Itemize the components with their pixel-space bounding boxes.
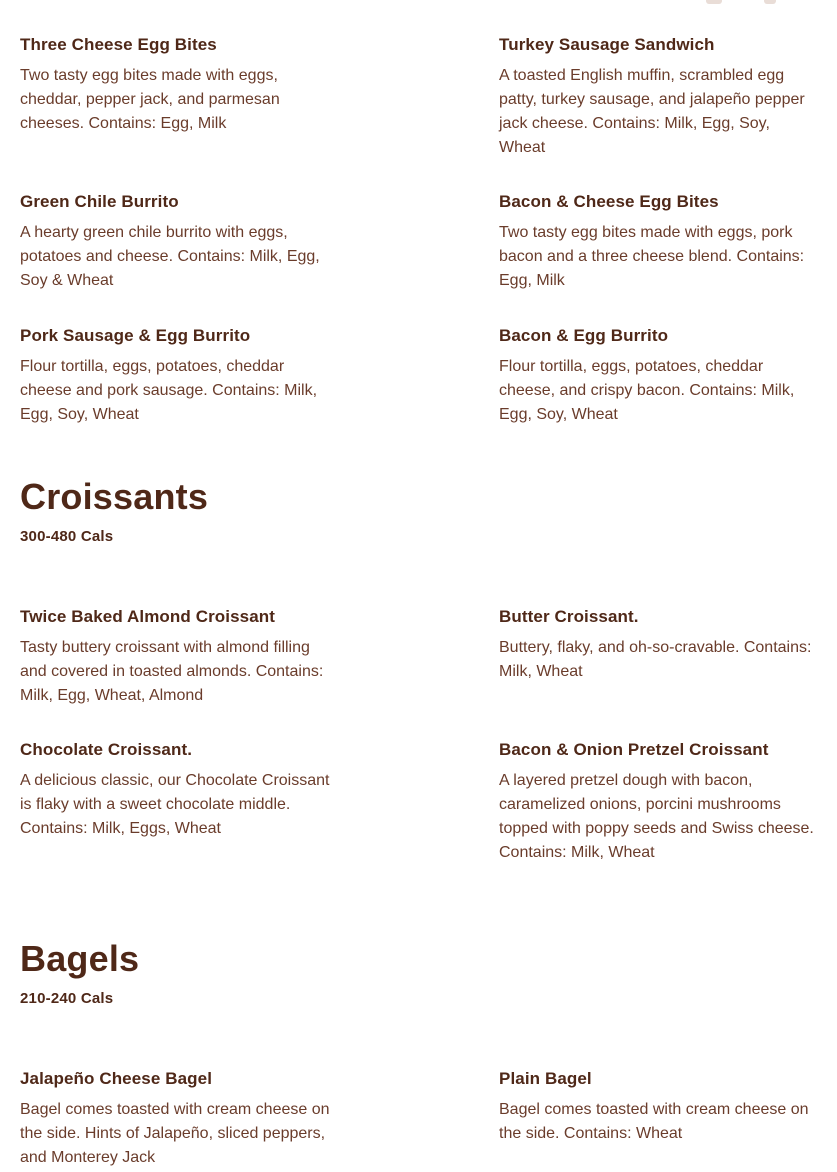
menu-item	[20, 325, 330, 427]
menu-item-description: A toasted English muffin, scrambled egg patty, turkey sausage, and jalapeño pepper jack cheese. Contains: Milk, Egg, Soy, Wheat	[499, 67, 805, 156]
cropped-top-mark	[764, 0, 776, 4]
menu-item-description: Two tasty egg bites made with eggs, pork bacon and a three cheese blend. Contains: Egg, Milk	[499, 224, 805, 289]
menu-item	[20, 739, 330, 841]
menu-item	[499, 1068, 819, 1146]
menu-item-name: Bacon & Onion Pretzel Croissant	[499, 740, 769, 759]
menu-item-description: A hearty green chile burrito with eggs, potatoes and cheese. Contains: Milk, Egg, Soy & Wheat	[20, 224, 320, 289]
menu-item-description: A delicious classic, our Chocolate Croissant is flaky with a sweet chocolate middle. Contains: Milk, Eggs, Wheat	[20, 772, 330, 837]
menu-item-name: Pork Sausage & Egg Burrito	[20, 326, 251, 345]
menu-item-name: Turkey Sausage Sandwich	[499, 35, 715, 54]
menu-item-name: Bacon & Egg Burrito	[499, 326, 669, 345]
section-title-bagels: Bagels	[20, 938, 140, 979]
menu-item-description: Tasty buttery croissant with almond filling and covered in toasted almonds. Contains: Milk, Egg, Wheat, Almond	[20, 639, 324, 704]
menu-item-description: Bagel comes toasted with cream cheese on the side. Hints of Jalapeño, sliced peppers, and Monterey Jack	[20, 1101, 330, 1166]
menu-item-description: Two tasty egg bites made with eggs, cheddar, pepper jack, and parmesan cheeses. Contains: Egg, Milk	[20, 67, 280, 132]
menu-item-description: Flour tortilla, eggs, potatoes, cheddar cheese and pork sausage. Contains: Milk, Egg, Soy, Wheat	[20, 358, 318, 423]
section-calories-bagels: 210-240 Cals	[20, 990, 114, 1007]
menu-item-name: Three Cheese Egg Bites	[20, 35, 217, 54]
menu-item	[499, 325, 819, 427]
menu-item-name: Plain Bagel	[499, 1069, 592, 1088]
menu-item-description: Bagel comes toasted with cream cheese on the side. Contains: Wheat	[499, 1101, 809, 1142]
menu-item-name: Chocolate Croissant.	[20, 740, 193, 759]
section-title-croissants: Croissants	[20, 476, 209, 517]
menu-item-description: A layered pretzel dough with bacon, caramelized onions, porcini mushrooms topped with poppy seeds and Swiss cheese. Contains: Milk, Wheat	[499, 772, 814, 861]
menu-item	[20, 606, 330, 708]
menu-item	[20, 1068, 330, 1170]
menu-item	[20, 34, 330, 136]
cropped-top-mark	[706, 0, 722, 4]
menu-item-description: Buttery, flaky, and oh-so-cravable. Contains: Milk, Wheat	[499, 639, 812, 680]
section-calories-croissants: 300-480 Cals	[20, 528, 114, 545]
menu-item-name: Butter Croissant.	[499, 607, 639, 626]
menu-item	[499, 739, 819, 865]
menu-item	[499, 34, 819, 160]
menu-item-name: Jalapeño Cheese Bagel	[20, 1069, 213, 1088]
menu-item-name: Bacon & Cheese Egg Bites	[499, 192, 719, 211]
menu-item	[499, 191, 819, 293]
menu-item	[499, 606, 819, 684]
menu-item-name: Twice Baked Almond Croissant	[20, 607, 276, 626]
menu-item-description: Flour tortilla, eggs, potatoes, cheddar cheese, and crispy bacon. Contains: Milk, Egg, Soy, Wheat	[499, 358, 795, 423]
menu-item	[20, 191, 330, 293]
menu-item-name: Green Chile Burrito	[20, 192, 179, 211]
